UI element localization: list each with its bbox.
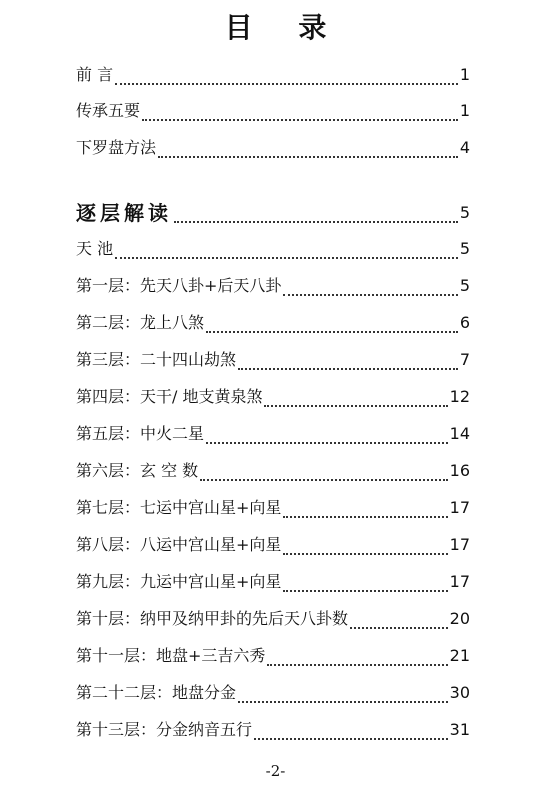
toc-entry-page: 17	[449, 572, 470, 591]
dot-leader	[115, 242, 458, 262]
page-title: 目 录	[224, 11, 345, 44]
dot-leader	[283, 501, 447, 521]
dot-leader	[283, 538, 447, 558]
dot-leader	[283, 279, 457, 299]
toc-entry-label: 第四层：天干/ 地支黄泉煞	[76, 387, 263, 406]
toc-entry-page: 7	[459, 350, 470, 369]
dot-leader	[174, 206, 458, 226]
toc-entry-label: 第一层：先天八卦+后天八卦	[76, 276, 282, 295]
toc-entry-label: 第八层：八运中宫山星+向星	[76, 535, 282, 554]
toc-entry-page: 16	[449, 461, 470, 480]
dot-leader	[238, 686, 448, 706]
dot-leader	[200, 464, 447, 484]
toc-entry[interactable]	[76, 569, 470, 595]
toc-entry[interactable]	[76, 717, 470, 743]
toc-entry[interactable]	[76, 458, 470, 484]
toc-entry-label: 第六层：玄 空 数	[76, 461, 199, 480]
dot-leader	[267, 649, 447, 669]
toc-entry-page: 21	[449, 646, 470, 665]
toc-entry-page: 17	[449, 535, 470, 554]
toc-entry-label: 第十三层：分金纳音五行	[76, 720, 253, 739]
page-number: -2-	[265, 762, 286, 780]
dot-leader	[238, 353, 458, 373]
toc-entry[interactable]	[76, 680, 470, 706]
dot-leader	[264, 390, 447, 410]
toc-entry-label: 第十一层：地盘+三吉六秀	[76, 646, 266, 665]
toc-entry[interactable]	[76, 606, 470, 632]
toc-entry-page: 14	[449, 424, 470, 443]
toc-entry-page: 17	[449, 498, 470, 517]
toc-entry[interactable]	[76, 421, 470, 447]
toc-entry-label: 第三层：二十四山劫煞	[76, 350, 237, 369]
toc-entry-label: 第九层：九运中宫山星+向星	[76, 572, 282, 591]
toc-entry[interactable]	[76, 62, 470, 88]
toc-entry-label: 第十层：纳甲及纳甲卦的先后天八卦数	[76, 609, 349, 628]
toc-entry[interactable]	[76, 384, 470, 410]
dot-leader	[283, 575, 447, 595]
toc-section-heading[interactable]	[76, 200, 470, 226]
toc-entry-page: 12	[449, 387, 470, 406]
toc-entry[interactable]	[76, 98, 470, 124]
dot-leader	[115, 68, 458, 88]
toc-entry-label: 传承五要	[76, 101, 141, 120]
toc-entry-label: 第二十二层：地盘分金	[76, 683, 237, 702]
toc-entry-label: 下罗盘方法	[76, 138, 157, 157]
toc-entry-page: 1	[459, 101, 470, 120]
toc-entry-page: 4	[459, 138, 470, 157]
dot-leader	[350, 612, 448, 632]
toc-entry[interactable]	[76, 273, 470, 299]
dot-leader	[142, 104, 458, 124]
toc-entry[interactable]	[76, 310, 470, 336]
toc-entry-page: 6	[459, 313, 470, 332]
toc-entry-label: 第七层：七运中宫山星+向星	[76, 498, 282, 517]
toc-entry[interactable]	[76, 643, 470, 669]
dot-leader	[254, 723, 448, 743]
dot-leader	[206, 316, 458, 336]
toc-entry[interactable]	[76, 532, 470, 558]
toc-entry[interactable]	[76, 236, 470, 262]
toc-entry-page: 5	[459, 276, 470, 295]
toc-entry-page: 20	[449, 609, 470, 628]
dot-leader	[158, 141, 458, 161]
toc-entry-label: 第五层：中火二星	[76, 424, 205, 443]
dot-leader	[206, 427, 448, 447]
toc-entry-label: 天 池	[76, 239, 114, 258]
toc-entry-label: 第二层：龙上八煞	[76, 313, 205, 332]
toc-entry-page: 5	[459, 239, 470, 258]
toc-entry[interactable]	[76, 495, 470, 521]
toc-entry-page: 1	[459, 65, 470, 84]
toc-entry[interactable]	[76, 347, 470, 373]
toc-entry[interactable]	[76, 135, 470, 161]
toc-entry-page: 30	[449, 683, 470, 702]
toc-entry-page: 5	[459, 203, 470, 222]
toc-entry-label: 前 言	[76, 65, 114, 84]
toc-entry-label: 逐层解读	[76, 201, 172, 225]
toc-entry-page: 31	[449, 720, 470, 739]
